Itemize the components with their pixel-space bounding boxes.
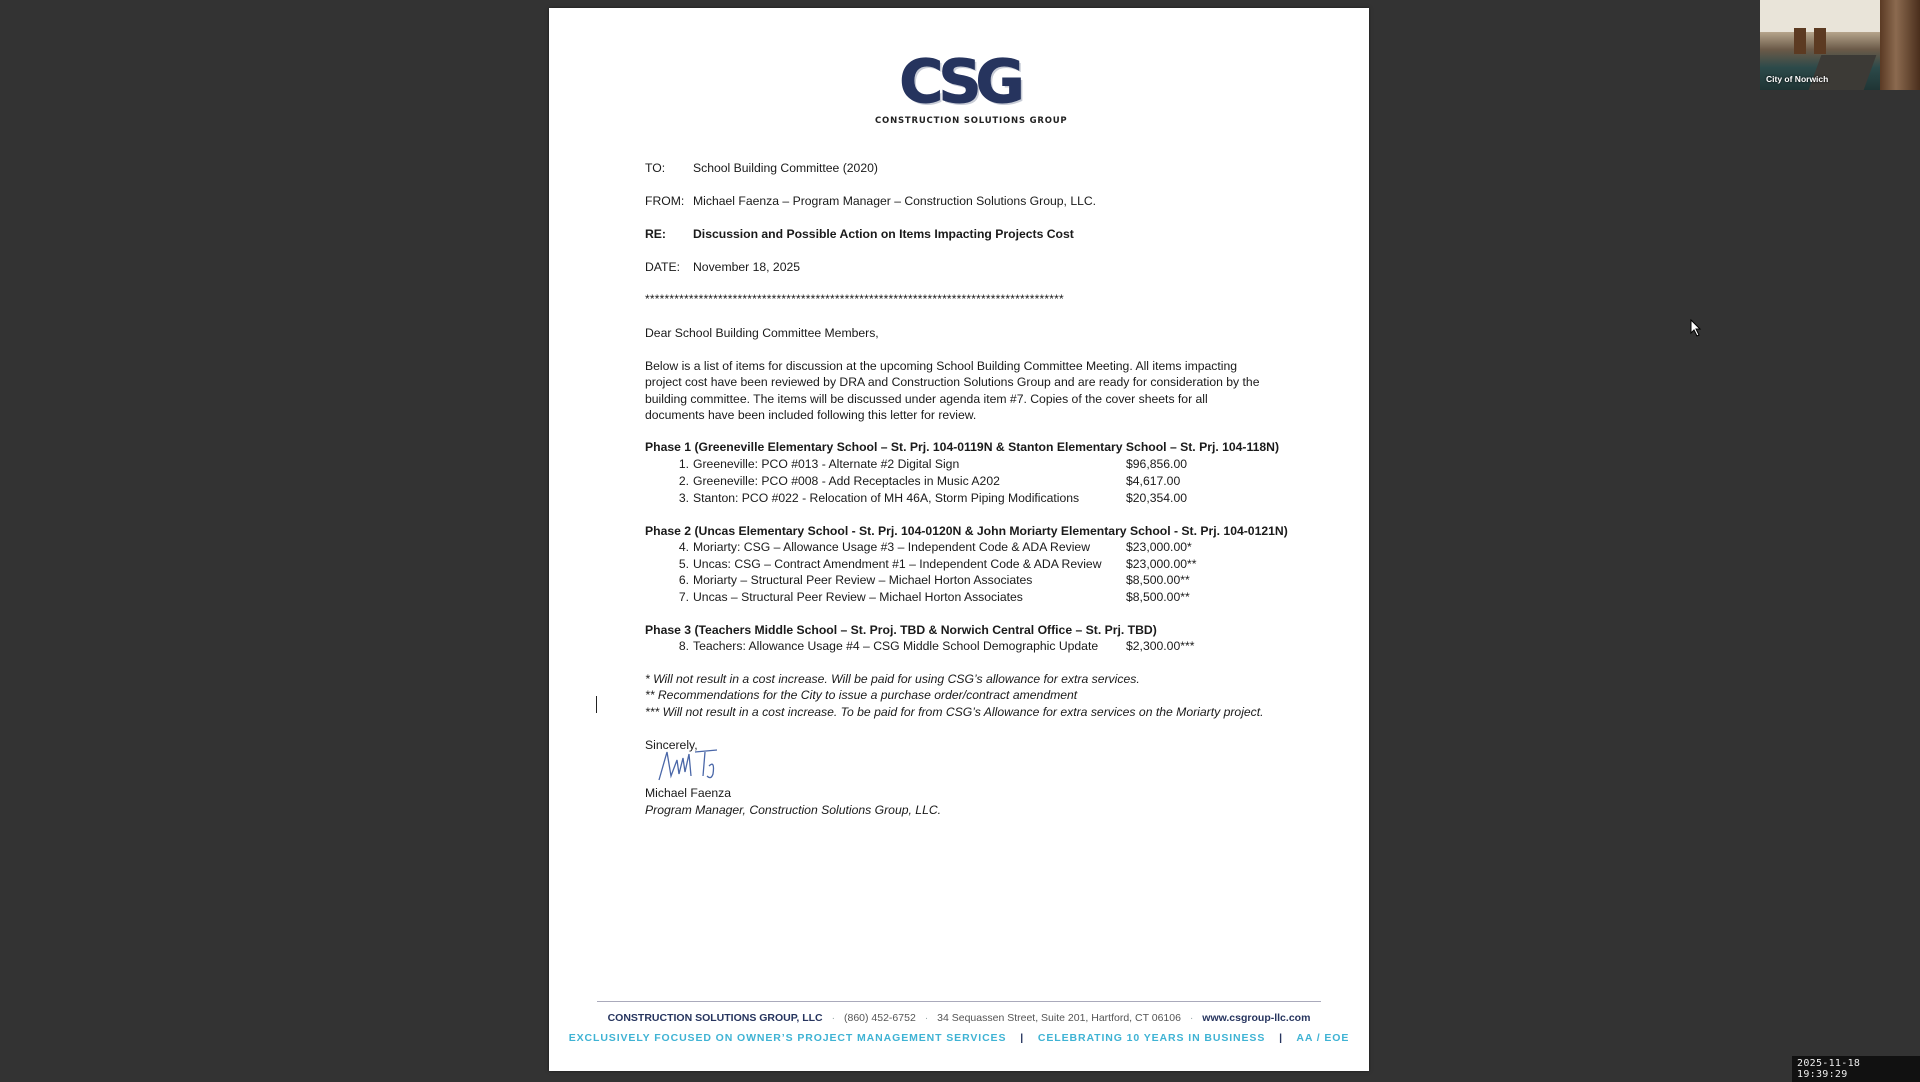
mouse-cursor-icon xyxy=(1690,319,1702,337)
re-value: Discussion and Possible Action on Items Impacting Projects Cost xyxy=(693,227,1074,241)
to-label: TO: xyxy=(645,161,666,175)
footnote-1: * Will not result in a cost increase. Will be paid for using CSG’s allowance for extra services. xyxy=(645,672,1140,686)
text-cursor xyxy=(596,696,597,713)
date-value: November 18, 2025 xyxy=(693,260,801,274)
footer-website: www.csgroup-llc.com xyxy=(1202,1012,1311,1024)
tagline-1: EXCLUSIVELY FOCUSED ON OWNER’S PROJECT MANAGEMENT SERVICES xyxy=(568,1032,1007,1044)
footer-phone: (860) 452-6752 xyxy=(843,1012,916,1024)
footer-divider xyxy=(597,1001,1321,1002)
tagline-2: CELEBRATING 10 YEARS IN BUSINESS xyxy=(1037,1032,1266,1044)
video-feed-label: City of Norwich xyxy=(1766,74,1829,84)
signer-title: Program Manager, Construction Solutions Group, LLC. xyxy=(645,803,942,817)
footer-company: CONSTRUCTION SOLUTIONS GROUP, LLC xyxy=(607,1012,823,1024)
footnote-2: ** Recommendations for the City to issue a purchase order/contract amendment xyxy=(645,688,1078,702)
tagline-3: AA / EOE xyxy=(1296,1032,1350,1044)
signer-name: Michael Faenza xyxy=(645,786,732,800)
re-line xyxy=(645,227,1074,241)
footer-address: 34 Sequassen Street, Suite 201, Hartford, CT 06106 xyxy=(937,1012,1181,1024)
video-feed-thumbnail[interactable] xyxy=(1760,0,1920,90)
date-label: DATE: xyxy=(645,260,680,274)
timestamp-overlay: 2025-11-18 19:39:29 xyxy=(1792,1056,1920,1082)
csg-logo xyxy=(875,47,1068,126)
closing: Sincerely, xyxy=(645,738,698,752)
logo-subtitle: CONSTRUCTION SOLUTIONS GROUP xyxy=(875,116,1068,126)
phase-3-title: Phase 3 (Teachers Middle School – St. Proj. TBD & Norwich Central Office – St. Prj. TBD) xyxy=(645,623,1157,637)
phase-1-title: Phase 1 (Greeneville Elementary School – St. Prj. 104-0119N & Stanton Elementary School – St. Prj. 104-118N) xyxy=(645,440,1280,454)
from-label: FROM: xyxy=(645,194,685,208)
phase-2-title: Phase 2 (Uncas Elementary School - St. Prj. 104-0120N & John Moriarty Elementary School - St. Prj. 104-0121N) xyxy=(645,524,1288,538)
from-line xyxy=(645,194,1096,208)
footer-tagline: EXCLUSIVELY FOCUSED ON OWNER’S PROJECT MANAGEMENT SERVICES | CELEBRATING 10 YEARS IN BUSINESS | AA / EOE xyxy=(568,1032,1350,1044)
salutation: Dear School Building Committee Members, xyxy=(645,326,879,340)
logo-mark: CSG xyxy=(899,47,1019,117)
to-line xyxy=(645,161,878,175)
signature-image xyxy=(655,746,725,786)
footnote-3: *** Will not result in a cost increase. To be paid for from CSG’s Allowance for extra services on the Moriarty project. xyxy=(645,705,1264,719)
from-value: Michael Faenza – Program Manager – Construction Solutions Group, LLC. xyxy=(693,194,1097,208)
re-label: RE: xyxy=(645,227,666,241)
separator-line: ************************************************************************************** xyxy=(645,292,1064,306)
intro-paragraph: Below is a list of items for discussion at the upcoming School Building Committee Meeting. All items impacting project cost have been reviewed by DRA and Construction Solutions Group and are ready for consideration by the building committee. The items will be discussed under agenda item #7. Copies of the cover sheets for all documents have been included following this letter for review. xyxy=(645,359,1260,423)
date-line xyxy=(645,260,800,274)
footer-contact: CONSTRUCTION SOLUTIONS GROUP, LLC · (860) 452-6752 · 34 Sequassen Street, Suite 201, Hartford, CT 06106 · www.csgroup-llc.com xyxy=(607,1012,1311,1024)
document-page: CSG CONSTRUCTION SOLUTIONS GROUP TO: School Building Committee (2020) FROM: Michael Faenza – Program Manager – Construction Solutions Group, LLC. RE: Discussion and Possible Action on Items Impacting Projects Cost DATE: November 18, 2025 ************************************************************************************** Dear School Building Committee Members, Below is a list of items for discussion at the upcoming School Building Committee Meeting. All items impacting project cost have been reviewed by DRA and Construction Solutions Group and are ready for consideration by the building committee. The items will be discussed under agenda item #7. Copies of the cover sheets for all documents have been included following this letter for review. Phase 1 (Greeneville Elementary School – St. Prj. 104-0119N & Stanton Elementary School – St. Prj. 104-118N) 1. Greeneville: PCO #013 - Alternate #2 Digital Sign $96,856.00 2. Greeneville: PCO #008 - Add Receptacles in Music A202 $4,617.00 3. Stanton: PCO #022 - Relocation of MH 46A, Storm Piping Modifications $20,354.00 Phase 2 (Uncas Elementary School - St. Prj. 104-0120N & John Moriarty Elementary School - St. Prj. 104-0121N) 4. Moriarty: CSG – Allowance Usage #3 – Independent Code & ADA Review $23,000.00* 5. Uncas: CSG – Contract Amendment #1 – Independent Code & ADA Review $23,000.00** 6. Moriarty – Structural Peer Review – Michael Horton Associates $8,500.00** 7. Uncas – Structural Peer Review – Michael Horton Associates $8,500.00** Phase 3 (Teachers Middle School – St. Proj. TBD & Norwich Central Office – St. Prj. TBD) 8. Teachers: Allowance Usage #4 – CSG Middle School Demographic Update $2,300.00*** * Will not result in a cost increase. Will be paid for using CSG’s allowance for extra services. ** Recommendations for the City to issue a purchase order/contract amendment *** Will not result in a cost increase. To be paid for from CSG’s Allowance for extra services on the Moriarty project. Sincerely, Michael Faenza Program Manager, Construction Solutions Group, LLC. CONSTRUCTION SOLUTIONS GROUP, LLC · (860) 452-6752 · 34 Sequassen Street, Suite 201, Hartford, CT 06106 · www.csgroup-llc.com EXCLUSIVELY FOCUSED ON OWNER’S PROJECT MANAGEMENT SERVICES | CELEBRATING 10 YEARS IN BUSINESS | AA / EOE xyxy=(549,8,1369,1071)
to-value: School Building Committee (2020) xyxy=(693,161,878,175)
